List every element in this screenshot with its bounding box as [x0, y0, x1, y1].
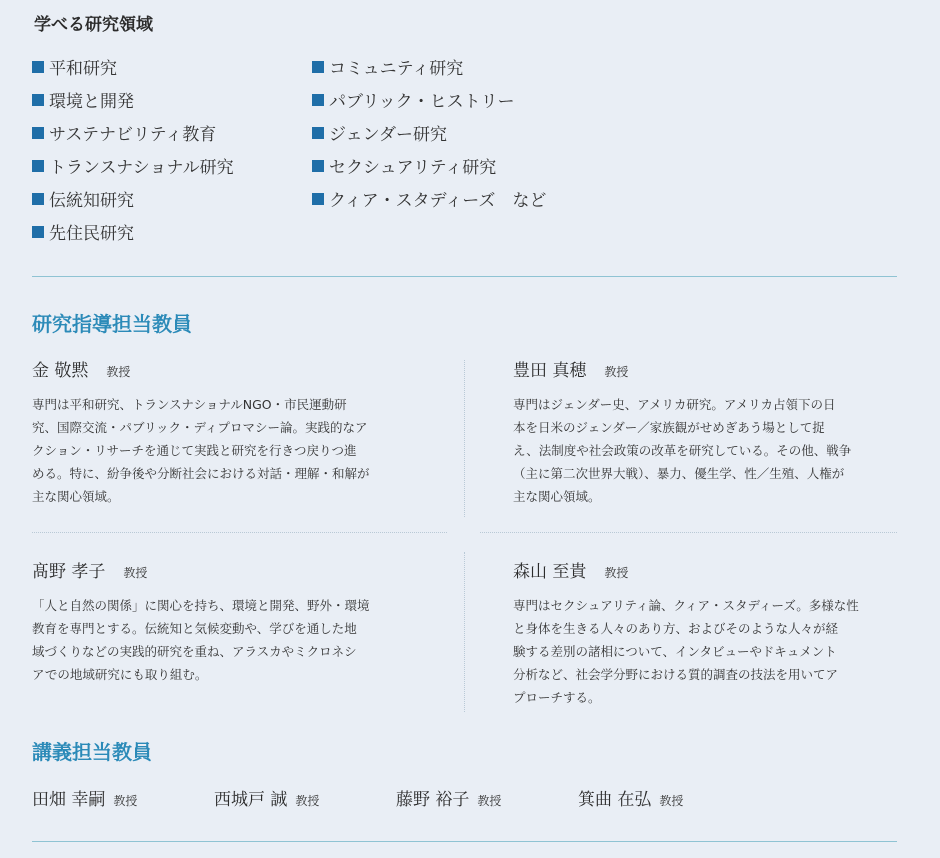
column-divider [464, 360, 466, 517]
lecturer-name: 田畑 幸嗣 [32, 790, 106, 810]
square-bullet-icon [32, 61, 44, 73]
faculty-description: 「人と自然の関係」に関心を持ち、環境と開発、野外・環境 教育を専門とする。伝統知と気候変動や、学びを通した地 域づくりなどの実践的研究を重ね、アラスカやミクロネシ アでの地域研究にも取り組む。 [32, 598, 370, 682]
square-bullet-icon [32, 160, 44, 172]
lecturer-item [214, 785, 396, 810]
lecturers-list [32, 785, 760, 810]
square-bullet-icon [32, 226, 44, 238]
faculty-description: 専門は平和研究、トランスナショナルNGO・市民運動研 究、国際交流・パブリック・ディプロマシー論。実践的なア クション・リサーチを通じて実践と研究を行きつ戻りつ進 める。特に、紛争後や分断社会における対話・理解・和解が 主な関心領域。 [32, 397, 370, 504]
faculty-rank: 教授 [123, 566, 148, 580]
faculty-rank: 教授 [604, 365, 629, 379]
faculty-rank: 教授 [604, 566, 629, 580]
lecturer-name: 箕曲 在弘 [578, 790, 652, 810]
field-item: サステナビリティ教育 [32, 116, 312, 149]
lecturer-rank: 教授 [113, 794, 138, 808]
column-divider [464, 552, 466, 712]
faculty-card [513, 557, 913, 709]
section-divider [32, 841, 897, 842]
faculty-rank: 教授 [106, 365, 131, 379]
field-item: トランスナショナル研究 [32, 149, 312, 182]
field-item: コミュニティ研究 [312, 50, 612, 83]
square-bullet-icon [312, 127, 324, 139]
faculty-card [32, 557, 432, 686]
square-bullet-icon [32, 94, 44, 106]
lecturer-rank: 教授 [477, 794, 502, 808]
square-bullet-icon [312, 193, 324, 205]
faculty-card [32, 356, 432, 508]
research-fields-title: 学べる研究領域 [34, 15, 153, 35]
square-bullet-icon [312, 160, 324, 172]
lecturer-item [396, 785, 578, 810]
row-divider [32, 532, 447, 534]
faculty-name: 金 敬黙 [32, 361, 89, 381]
section-divider [32, 276, 897, 277]
lecturer-item [32, 785, 214, 810]
research-fields-list [32, 50, 612, 248]
lecturer-name: 藤野 裕子 [396, 790, 470, 810]
faculty-card [513, 356, 913, 508]
field-item: 先住民研究 [32, 215, 312, 248]
faculty-description: 専門はセクシュアリティ論、クィア・スタディーズ。多様な性 と身体を生きる人々のあり方、およびそのような人々が経 験する差別の諸相について、インタビューやドキュメント 分析など、社会学分野における質的調査の技法を用いてア プローチする。 [513, 598, 859, 705]
research-fields-right-column [312, 50, 612, 248]
faculty-name: 豊田 真穂 [513, 361, 587, 381]
field-item: パブリック・ヒストリー [312, 83, 612, 116]
field-item: セクシュアリティ研究 [312, 149, 612, 182]
faculty-name: 髙野 孝子 [32, 562, 106, 582]
lecturer-rank: 教授 [659, 794, 684, 808]
supervisors-title: 研究指導担当教員 [32, 312, 192, 336]
field-item: クィア・スタディーズ など [312, 182, 612, 215]
field-item: 平和研究 [32, 50, 312, 83]
square-bullet-icon [312, 94, 324, 106]
square-bullet-icon [32, 193, 44, 205]
faculty-name: 森山 至貴 [513, 562, 587, 582]
square-bullet-icon [312, 61, 324, 73]
field-item: 伝統知研究 [32, 182, 312, 215]
field-item: ジェンダー研究 [312, 116, 612, 149]
research-fields-left-column [32, 50, 312, 248]
row-divider [480, 532, 897, 534]
lecturers-title: 講義担当教員 [32, 740, 152, 764]
faculty-description: 専門はジェンダー史、アメリカ研究。アメリカ占領下の日 本を日米のジェンダー／家族観がせめぎあう場として捉 え、法制度や社会政策の改革を研究している。その他、戦争 （主に第二次世界大戦）、暴力、優生学、性／生殖、人権が 主な関心領域。 [513, 397, 852, 504]
lecturer-rank: 教授 [295, 794, 320, 808]
lecturer-item [578, 785, 760, 810]
lecturer-name: 西城戸 誠 [214, 790, 288, 810]
field-item: 環境と開発 [32, 83, 312, 116]
square-bullet-icon [32, 127, 44, 139]
